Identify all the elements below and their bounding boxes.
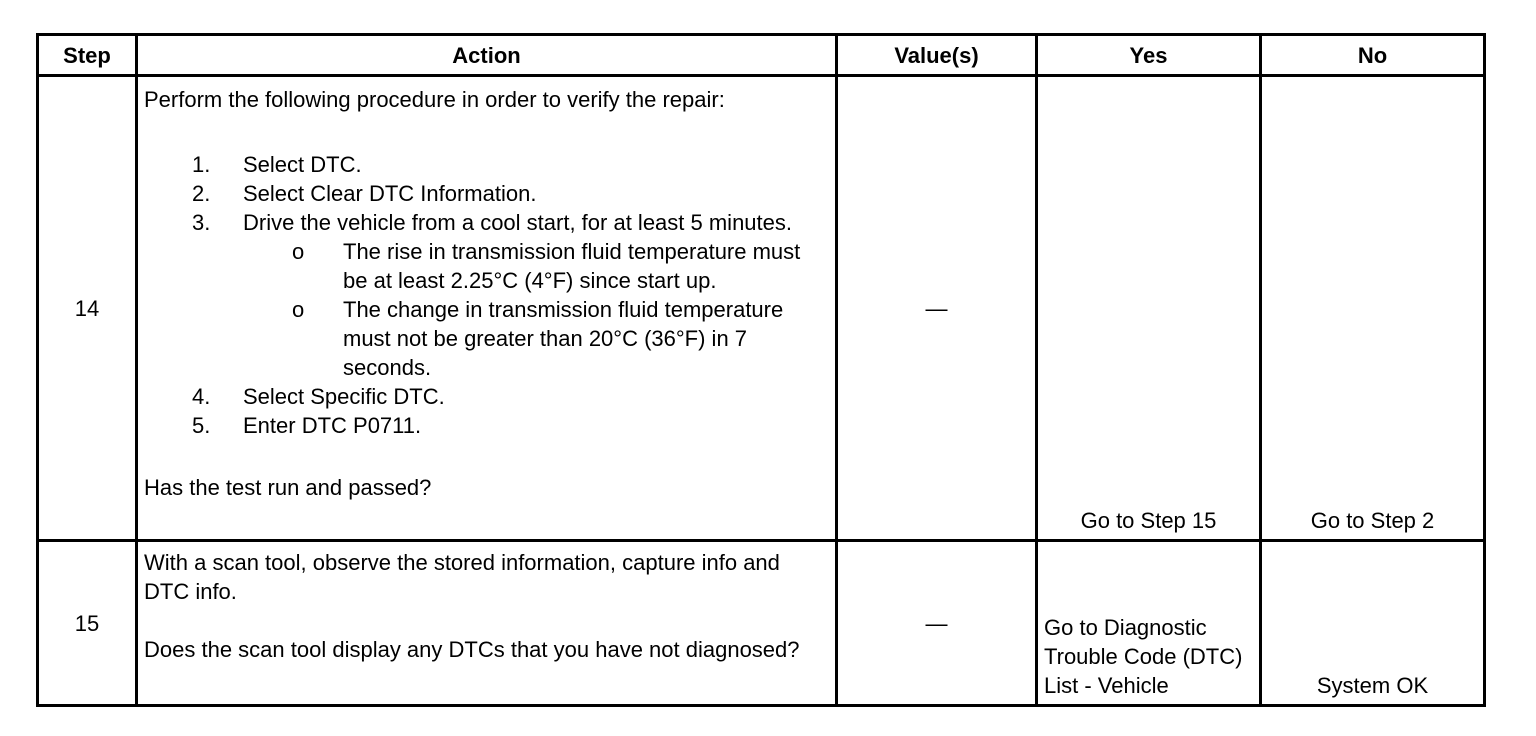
list-item: Select Clear DTC Information. [243, 181, 537, 206]
list-item: Enter DTC P0711. [243, 413, 422, 438]
header-no: No [1261, 35, 1485, 76]
header-yes: Yes [1037, 35, 1261, 76]
header-row [38, 35, 1485, 76]
header-values: Value(s) [837, 35, 1037, 76]
list-item: Select DTC. [243, 152, 362, 177]
action-intro: With a scan tool, observe the stored information, capture info and DTC info. [144, 550, 780, 604]
no-cell: System OK [1261, 541, 1485, 706]
step-number: 15 [38, 541, 137, 706]
value-cell [837, 541, 1037, 706]
list-item: Select Specific DTC. [243, 384, 445, 409]
procedure-list [144, 150, 829, 440]
action-intro: Perform the following procedure in order to verify the repair: [144, 87, 725, 112]
table-row-step-15 [38, 541, 1485, 706]
value-dash: — [925, 295, 948, 321]
action-cell [137, 76, 837, 541]
yes-cell: Go to Diagnostic Trouble Code (DTC) List - Vehicle [1037, 541, 1261, 706]
sub-list-item: o The change in transmission fluid temperature must not be greater than 20°C (36°F) in 7 seconds. [343, 295, 829, 382]
list-item [243, 208, 829, 382]
sub-list [243, 237, 829, 382]
yes-cell: Go to Step 15 [1037, 76, 1261, 541]
header-step: Step [38, 35, 137, 76]
no-cell: Go to Step 2 [1261, 76, 1485, 541]
table-row-step-14 [38, 76, 1485, 541]
action-cell [137, 541, 837, 706]
list-item-text: Drive the vehicle from a cool start, for at least 5 minutes. [243, 210, 793, 235]
action-question: Does the scan tool display any DTCs that you have not diagnosed? [144, 637, 800, 662]
header-action: Action [137, 35, 837, 76]
sub-list-item: o The rise in transmission fluid temperature must be at least 2.25°C (4°F) since start up. [343, 237, 829, 295]
action-question: Has the test run and passed? [144, 475, 432, 500]
step-number: 14 [38, 76, 137, 541]
value-dash: — [925, 610, 948, 636]
value-cell [837, 76, 1037, 541]
diagnostic-table [36, 33, 1486, 707]
